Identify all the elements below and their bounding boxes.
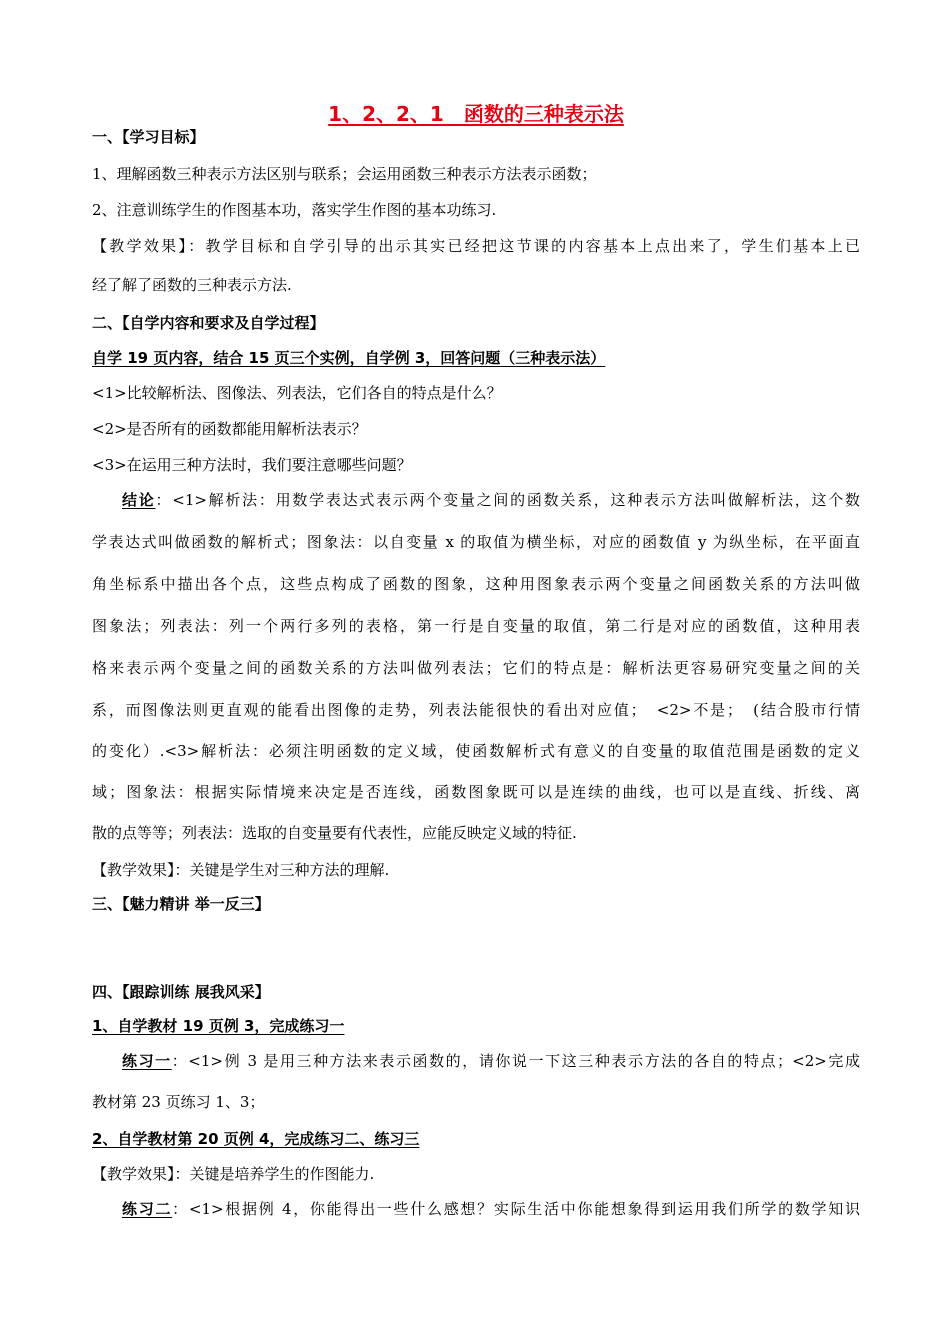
conclusion-line-8: 域；图象法：根据实际情境来决定是否连线，函数图象既可以是连续的曲线，也可以是直线、折线、离 [92,783,860,801]
section4-sub2: 2、自学教材第 20 页例 4，完成练习二、练习三 [92,1130,420,1148]
exercise1-line-1: 练习一：<1>例 3 是用三种方法来表示函数的，请你说一下这三种表示方法的各自的特点；<2>完成 [122,1052,860,1070]
conclusion-line-7: 的变化）.<3>解析法：必须注明函数的定义域，使函数解析式有意义的自变量的取值范围是函数的定义 [92,742,860,760]
exercise2-line-1: 练习二：<1>根据例 4，你能得出一些什么感想？实际生活中你能想象得到运用我们所学的数学知识 [122,1200,860,1218]
conclusion-line-2: 学表达式叫做函数的解析式；图象法：以自变量 x 的取值为横坐标，对应的函数值 y 为纵坐标，在平面直 [92,533,860,551]
section4-effect: 【教学效果】：关键是培养学生的作图能力. [92,1165,375,1183]
section1-effect-line-1: 【教学效果】：教学目标和自学引导的出示其实已经把这节课的内容基本上点出来了，学生们基本上已 [92,237,860,255]
conclusion-line-6: 系，而图像法则更直观的能看出图像的走势，列表法能很快的看出对应值； <2>不是； (结合股市行情 [92,701,860,719]
exercise1-line-2: 教材第 23 页练习 1、3； [92,1093,265,1111]
question-3: <3>在运用三种方法时，我们要注意哪些问题？ [92,456,412,474]
conclusion-label: 结论 [122,491,156,509]
section1-effect-line-2: 经了解了函数的三种表示方法. [92,276,292,294]
page-title: 1、2、2、1 函数的三种表示法 [328,102,624,126]
conclusion-line-5: 格来表示两个变量之间的函数关系的方法叫做列表法；它们的特点是：解析法更容易研究变量之间的关 [92,659,860,677]
question-2: <2>是否所有的函数都能用解析法表示？ [92,420,367,438]
conclusion-line-1: 结论：<1>解析法：用数学表达式表示两个变量之间的函数关系，这种表示方法叫做解析法，这个数 [122,491,860,509]
conclusion-line-3: 角坐标系中描出各个点，这些点构成了函数的图象，这种用图象表示两个变量之间函数关系的方法叫做 [92,575,860,593]
exercise1-label: 练习一 [122,1052,172,1070]
section4-heading: 四、【跟踪训练 展我风采】 [92,983,270,1001]
exercise2-label: 练习二 [122,1200,173,1218]
conclusion-line-4: 图象法；列表法：列一个两行多列的表格，第一行是自变量的取值，第二行是对应的函数值，这种用表 [92,617,860,635]
conclusion-line-9: 散的点等等；列表法：选取的自变量要有代表性，应能反映定义域的特征. [92,824,577,842]
question-1: <1>比较解析法、图像法、列表法，它们各自的特点是什么？ [92,384,502,402]
section2-effect: 【教学效果】：关键是学生对三种方法的理解. [92,861,390,879]
section2-heading: 二、【自学内容和要求及自学过程】 [92,314,325,332]
objective-item-1: 1、理解函数三种表示方法区别与联系；会运用函数三种表示方法表示函数； [92,165,597,183]
section1-heading: 一、【学习目标】 [92,128,205,146]
section4-sub1: 1、自学教材 19 页例 3，完成练习一 [92,1017,345,1035]
section2-subheading: 自学 19 页内容，结合 15 页三个实例，自学例 3，回答问题（三种表示法） [92,349,606,367]
section3-heading: 三、【魅力精讲 举一反三】 [92,895,270,913]
objective-item-2: 2、注意训练学生的作图基本功，落实学生作图的基本功练习. [92,201,497,219]
